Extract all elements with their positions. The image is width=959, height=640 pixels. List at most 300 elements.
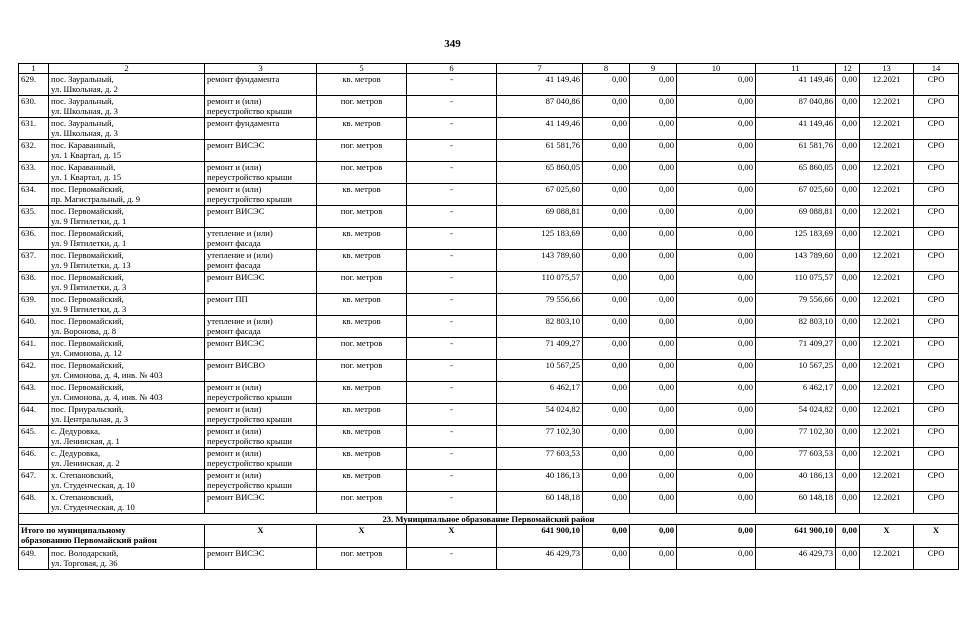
work-type-cell-line: переустройство крыши (207, 172, 292, 182)
work-type-cell-line: ремонт и (или) (207, 382, 262, 392)
total-c12: 0,00 (836, 525, 860, 548)
work-type-cell (205, 250, 317, 272)
deadline-cell: 12.2021 (860, 294, 914, 316)
address-cell (49, 184, 205, 206)
col10-cell: 0,00 (677, 74, 756, 96)
work-type-cell-line: ремонт и (или) (207, 426, 262, 436)
work-type-cell-line: утепление и (или) (207, 228, 273, 238)
cost-total-cell: 71 409,27 (497, 338, 583, 360)
address-cell-line: ул. Центральная, д. 3 (51, 414, 129, 424)
column-header: 2 (49, 64, 205, 74)
cost-total-cell: 60 148,18 (497, 492, 583, 514)
column-header: 3 (205, 64, 317, 74)
deadline-cell: 12.2021 (860, 404, 914, 426)
table-row (19, 492, 959, 514)
cost-total-cell: 65 860,05 (497, 162, 583, 184)
unit-cell: кв. метров (317, 184, 407, 206)
row-number: 632. (19, 140, 49, 162)
col8-cell: 0,00 (583, 140, 630, 162)
table-row (19, 316, 959, 338)
work-type-cell-line: переустройство крыши (207, 392, 292, 402)
deadline-cell: 12.2021 (860, 548, 914, 570)
address-cell-line: пос. Первомайский, (51, 294, 124, 304)
col11-cell: 71 409,27 (756, 338, 836, 360)
col10-cell: 0,00 (677, 140, 756, 162)
col12-cell: 0,00 (836, 360, 860, 382)
col9-cell: 0,00 (630, 228, 677, 250)
total-c9: 0,00 (630, 525, 677, 548)
address-cell-line: пос. Караванный, (51, 162, 116, 172)
address-cell-line: х. Степановский, (51, 470, 114, 480)
capital-repair-table (18, 63, 959, 570)
address-cell (49, 96, 205, 118)
work-type-cell-line: переустройство крыши (207, 480, 292, 490)
work-type-cell-line: ремонт фасада (207, 238, 261, 248)
col11-cell: 41 149,46 (756, 74, 836, 96)
address-cell-line: ул. Ленинская, д. 1 (51, 436, 120, 446)
col9-cell: 0,00 (630, 272, 677, 294)
address-cell (49, 548, 205, 570)
col10-cell: 0,00 (677, 548, 756, 570)
deadline-cell: 12.2021 (860, 96, 914, 118)
deadline-cell: 12.2021 (860, 316, 914, 338)
col10-cell: 0,00 (677, 316, 756, 338)
deadline-cell: 12.2021 (860, 250, 914, 272)
col8-cell: 0,00 (583, 250, 630, 272)
col6-cell: - (407, 294, 497, 316)
work-type-cell (205, 360, 317, 382)
col6-cell: - (407, 548, 497, 570)
col12-cell: 0,00 (836, 228, 860, 250)
method-cell: СРО (914, 294, 959, 316)
address-cell-line: пос. Первомайский, (51, 206, 124, 216)
method-cell: СРО (914, 74, 959, 96)
column-header: 5 (317, 64, 407, 74)
col12-cell: 0,00 (836, 118, 860, 140)
method-cell: СРО (914, 404, 959, 426)
address-cell-line: пос. Первомайский, (51, 338, 124, 348)
total-col5: X (317, 525, 407, 548)
col6-cell: - (407, 228, 497, 250)
method-cell: СРО (914, 206, 959, 228)
col12-cell: 0,00 (836, 316, 860, 338)
col11-cell: 41 149,46 (756, 118, 836, 140)
col8-cell: 0,00 (583, 228, 630, 250)
col8-cell: 0,00 (583, 492, 630, 514)
work-type-cell (205, 492, 317, 514)
unit-cell: кв. метров (317, 228, 407, 250)
address-cell-line: пос. Зауральный, (51, 118, 114, 128)
address-cell (49, 448, 205, 470)
col8-cell: 0,00 (583, 548, 630, 570)
total-c8: 0,00 (583, 525, 630, 548)
total-label-line: образованию Первомайский район (21, 535, 157, 545)
work-type-cell-line: ремонт и (или) (207, 184, 262, 194)
table-row (19, 294, 959, 316)
address-cell-line: ул. 1 Квартал, д. 15 (51, 150, 122, 160)
address-cell-line: ул. 1 Квартал, д. 15 (51, 172, 122, 182)
col10-cell: 0,00 (677, 426, 756, 448)
cost-total-cell: 67 025,60 (497, 184, 583, 206)
col9-cell: 0,00 (630, 338, 677, 360)
deadline-cell: 12.2021 (860, 360, 914, 382)
col10-cell: 0,00 (677, 96, 756, 118)
col8-cell: 0,00 (583, 382, 630, 404)
table-row (19, 382, 959, 404)
work-type-cell (205, 316, 317, 338)
col6-cell: - (407, 360, 497, 382)
col6-cell: - (407, 448, 497, 470)
address-cell (49, 492, 205, 514)
work-type-cell (205, 162, 317, 184)
unit-cell: пог. метров (317, 360, 407, 382)
section-row (19, 514, 959, 525)
work-type-cell-line: ремонт фундамента (207, 118, 280, 128)
method-cell: СРО (914, 184, 959, 206)
col12-cell: 0,00 (836, 404, 860, 426)
col6-cell: - (407, 492, 497, 514)
unit-cell: кв. метров (317, 118, 407, 140)
col6-cell: - (407, 404, 497, 426)
work-type-cell-line: переустройство крыши (207, 436, 292, 446)
work-type-cell-line: переустройство крыши (207, 414, 292, 424)
address-cell-line: пос. Володарский, (51, 548, 119, 558)
method-cell: СРО (914, 250, 959, 272)
col11-cell: 60 148,18 (756, 492, 836, 514)
deadline-cell: 12.2021 (860, 74, 914, 96)
method-cell: СРО (914, 228, 959, 250)
work-type-cell (205, 294, 317, 316)
column-header: 11 (756, 64, 836, 74)
total-c7: 641 900,10 (497, 525, 583, 548)
method-cell: СРО (914, 382, 959, 404)
total-c10: 0,00 (677, 525, 756, 548)
work-type-cell-line: ремонт и (или) (207, 162, 262, 172)
col12-cell: 0,00 (836, 448, 860, 470)
col10-cell: 0,00 (677, 272, 756, 294)
work-type-cell-line: ремонт фасада (207, 326, 261, 336)
deadline-cell: 12.2021 (860, 118, 914, 140)
table-row (19, 426, 959, 448)
unit-cell: кв. метров (317, 382, 407, 404)
row-number: 644. (19, 404, 49, 426)
column-header: 7 (497, 64, 583, 74)
col12-cell: 0,00 (836, 338, 860, 360)
row-number: 641. (19, 338, 49, 360)
work-type-cell-line: ремонт ВИСВО (207, 360, 265, 370)
table-row (19, 184, 959, 206)
col11-cell: 69 088,81 (756, 206, 836, 228)
table-row (19, 74, 959, 96)
row-number: 649. (19, 548, 49, 570)
unit-cell: кв. метров (317, 448, 407, 470)
cost-total-cell: 77 603,53 (497, 448, 583, 470)
col11-cell: 125 183,69 (756, 228, 836, 250)
col8-cell: 0,00 (583, 448, 630, 470)
address-cell-line: ул. Студенческая, д. 10 (51, 502, 135, 512)
col10-cell: 0,00 (677, 338, 756, 360)
address-cell-line: пос. Первомайский, (51, 360, 124, 370)
unit-cell: пог. метров (317, 162, 407, 184)
col10-cell: 0,00 (677, 206, 756, 228)
work-type-cell-line: ремонт ВИСЭС (207, 338, 265, 348)
col8-cell: 0,00 (583, 118, 630, 140)
col8-cell: 0,00 (583, 184, 630, 206)
work-type-cell (205, 206, 317, 228)
work-type-cell (205, 548, 317, 570)
address-cell-line: с. Дедуровка, (51, 448, 101, 458)
unit-cell: кв. метров (317, 250, 407, 272)
unit-cell: кв. метров (317, 316, 407, 338)
address-cell-line: ул. Симонова, д. 4, инв. № 403 (51, 392, 163, 402)
method-cell: СРО (914, 360, 959, 382)
row-number: 646. (19, 448, 49, 470)
address-cell-line: ул. Ленинская, д. 2 (51, 458, 120, 468)
cost-total-cell: 46 429,73 (497, 548, 583, 570)
col12-cell: 0,00 (836, 470, 860, 492)
section-title: 23. Муниципальное образование Первомайский район (19, 514, 959, 525)
row-number: 642. (19, 360, 49, 382)
method-cell: СРО (914, 316, 959, 338)
total-col6: X (407, 525, 497, 548)
column-number-header-row (19, 64, 959, 74)
col9-cell: 0,00 (630, 206, 677, 228)
address-cell-line: х. Степановский, (51, 492, 114, 502)
address-cell (49, 118, 205, 140)
address-cell (49, 382, 205, 404)
total-c11: 641 900,10 (756, 525, 836, 548)
cost-total-cell: 82 803,10 (497, 316, 583, 338)
cost-total-cell: 54 024,82 (497, 404, 583, 426)
col12-cell: 0,00 (836, 426, 860, 448)
work-type-cell (205, 272, 317, 294)
col11-cell: 67 025,60 (756, 184, 836, 206)
method-cell: СРО (914, 118, 959, 140)
address-cell (49, 316, 205, 338)
address-cell (49, 250, 205, 272)
cost-total-cell: 69 088,81 (497, 206, 583, 228)
col11-cell: 77 102,30 (756, 426, 836, 448)
table-row (19, 96, 959, 118)
method-cell: СРО (914, 140, 959, 162)
address-cell-line: пос. Приуральский, (51, 404, 124, 414)
row-number: 636. (19, 228, 49, 250)
work-type-cell-line: ремонт ВИСЭС (207, 548, 265, 558)
method-cell: СРО (914, 272, 959, 294)
address-cell-line: ул. 9 Пятилетки, д. 3 (51, 304, 127, 314)
cost-total-cell: 10 567,25 (497, 360, 583, 382)
unit-cell: пог. метров (317, 96, 407, 118)
col12-cell: 0,00 (836, 184, 860, 206)
col8-cell: 0,00 (583, 272, 630, 294)
unit-cell: кв. метров (317, 426, 407, 448)
address-cell-line: ул. Воронова, д. 8 (51, 326, 117, 336)
deadline-cell: 12.2021 (860, 206, 914, 228)
col10-cell: 0,00 (677, 492, 756, 514)
unit-cell: пог. метров (317, 140, 407, 162)
work-type-cell (205, 470, 317, 492)
col9-cell: 0,00 (630, 448, 677, 470)
row-number: 639. (19, 294, 49, 316)
table-row (19, 140, 959, 162)
column-header: 13 (860, 64, 914, 74)
address-cell (49, 162, 205, 184)
col12-cell: 0,00 (836, 96, 860, 118)
method-cell: СРО (914, 96, 959, 118)
work-type-cell-line: утепление и (или) (207, 250, 273, 260)
row-number: 645. (19, 426, 49, 448)
address-cell-line: пос. Первомайский, (51, 184, 124, 194)
col11-cell: 61 581,76 (756, 140, 836, 162)
row-number: 629. (19, 74, 49, 96)
table-row (19, 162, 959, 184)
col6-cell: - (407, 470, 497, 492)
work-type-cell (205, 228, 317, 250)
col10-cell: 0,00 (677, 118, 756, 140)
col11-cell: 65 860,05 (756, 162, 836, 184)
column-header: 8 (583, 64, 630, 74)
table-row (19, 338, 959, 360)
work-type-cell-line: ремонт и (или) (207, 404, 262, 414)
address-cell-line: ул. Школьная, д. 2 (51, 84, 118, 94)
cost-total-cell: 87 040,86 (497, 96, 583, 118)
col6-cell: - (407, 74, 497, 96)
table-row (19, 272, 959, 294)
col8-cell: 0,00 (583, 316, 630, 338)
col6-cell: - (407, 272, 497, 294)
address-cell (49, 338, 205, 360)
address-cell-line: пос. Первомайский, (51, 316, 124, 326)
col8-cell: 0,00 (583, 404, 630, 426)
work-type-cell (205, 426, 317, 448)
column-header: 6 (407, 64, 497, 74)
col10-cell: 0,00 (677, 382, 756, 404)
col9-cell: 0,00 (630, 162, 677, 184)
table-row (19, 448, 959, 470)
work-type-cell-line: переустройство крыши (207, 458, 292, 468)
col9-cell: 0,00 (630, 404, 677, 426)
work-type-cell (205, 184, 317, 206)
address-cell (49, 294, 205, 316)
col9-cell: 0,00 (630, 426, 677, 448)
cost-total-cell: 41 149,46 (497, 118, 583, 140)
address-cell-line: ул. Школьная, д. 3 (51, 106, 118, 116)
work-type-cell (205, 382, 317, 404)
col10-cell: 0,00 (677, 228, 756, 250)
col10-cell: 0,00 (677, 404, 756, 426)
col10-cell: 0,00 (677, 294, 756, 316)
cost-total-cell: 79 556,66 (497, 294, 583, 316)
col9-cell: 0,00 (630, 548, 677, 570)
work-type-cell-line: ремонт ВИСЭС (207, 492, 265, 502)
work-type-cell-line: ремонт ВИСЭС (207, 272, 265, 282)
col11-cell: 143 789,60 (756, 250, 836, 272)
method-cell: СРО (914, 162, 959, 184)
col9-cell: 0,00 (630, 492, 677, 514)
work-type-cell-line: ремонт фасада (207, 260, 261, 270)
col6-cell: - (407, 118, 497, 140)
deadline-cell: 12.2021 (860, 470, 914, 492)
total-label-line: Итого по муниципальному (21, 525, 126, 535)
col11-cell: 82 803,10 (756, 316, 836, 338)
work-type-cell-line: ремонт и (или) (207, 470, 262, 480)
column-header: 14 (914, 64, 959, 74)
col8-cell: 0,00 (583, 360, 630, 382)
work-type-cell-line: ремонт и (или) (207, 448, 262, 458)
deadline-cell: 12.2021 (860, 492, 914, 514)
unit-cell: кв. метров (317, 404, 407, 426)
address-cell (49, 140, 205, 162)
row-number: 631. (19, 118, 49, 140)
deadline-cell: 12.2021 (860, 140, 914, 162)
work-type-cell (205, 74, 317, 96)
column-header: 9 (630, 64, 677, 74)
col12-cell: 0,00 (836, 382, 860, 404)
column-header: 12 (836, 64, 860, 74)
cost-total-cell: 6 462,17 (497, 382, 583, 404)
row-number: 630. (19, 96, 49, 118)
work-type-cell (205, 338, 317, 360)
col12-cell: 0,00 (836, 492, 860, 514)
address-cell (49, 360, 205, 382)
work-type-cell (205, 140, 317, 162)
col6-cell: - (407, 316, 497, 338)
col8-cell: 0,00 (583, 96, 630, 118)
col10-cell: 0,00 (677, 162, 756, 184)
cost-total-cell: 61 581,76 (497, 140, 583, 162)
table-row (19, 250, 959, 272)
address-cell (49, 206, 205, 228)
col11-cell: 10 567,25 (756, 360, 836, 382)
table-row (19, 360, 959, 382)
column-header: 10 (677, 64, 756, 74)
work-type-cell (205, 118, 317, 140)
col8-cell: 0,00 (583, 470, 630, 492)
col9-cell: 0,00 (630, 140, 677, 162)
col9-cell: 0,00 (630, 118, 677, 140)
unit-cell: пог. метров (317, 206, 407, 228)
table-row (19, 470, 959, 492)
table-row (19, 228, 959, 250)
col9-cell: 0,00 (630, 96, 677, 118)
cost-total-cell: 41 149,46 (497, 74, 583, 96)
col10-cell: 0,00 (677, 250, 756, 272)
col9-cell: 0,00 (630, 360, 677, 382)
col11-cell: 87 040,86 (756, 96, 836, 118)
deadline-cell: 12.2021 (860, 448, 914, 470)
table-row (19, 404, 959, 426)
col6-cell: - (407, 206, 497, 228)
deadline-cell: 12.2021 (860, 272, 914, 294)
col11-cell: 79 556,66 (756, 294, 836, 316)
address-cell-line: пос. Зауральный, (51, 96, 114, 106)
address-cell-line: пос. Караванный, (51, 140, 116, 150)
address-cell-line: ул. 9 Пятилетки, д. 3 (51, 282, 127, 292)
work-type-cell-line: переустройство крыши (207, 106, 292, 116)
row-number: 648. (19, 492, 49, 514)
address-cell (49, 272, 205, 294)
col8-cell: 0,00 (583, 206, 630, 228)
col12-cell: 0,00 (836, 206, 860, 228)
work-type-cell-line: переустройство крыши (207, 194, 292, 204)
total-c13: X (860, 525, 914, 548)
method-cell: СРО (914, 470, 959, 492)
work-type-cell (205, 96, 317, 118)
col11-cell: 40 186,13 (756, 470, 836, 492)
address-cell (49, 470, 205, 492)
method-cell: СРО (914, 448, 959, 470)
deadline-cell: 12.2021 (860, 184, 914, 206)
